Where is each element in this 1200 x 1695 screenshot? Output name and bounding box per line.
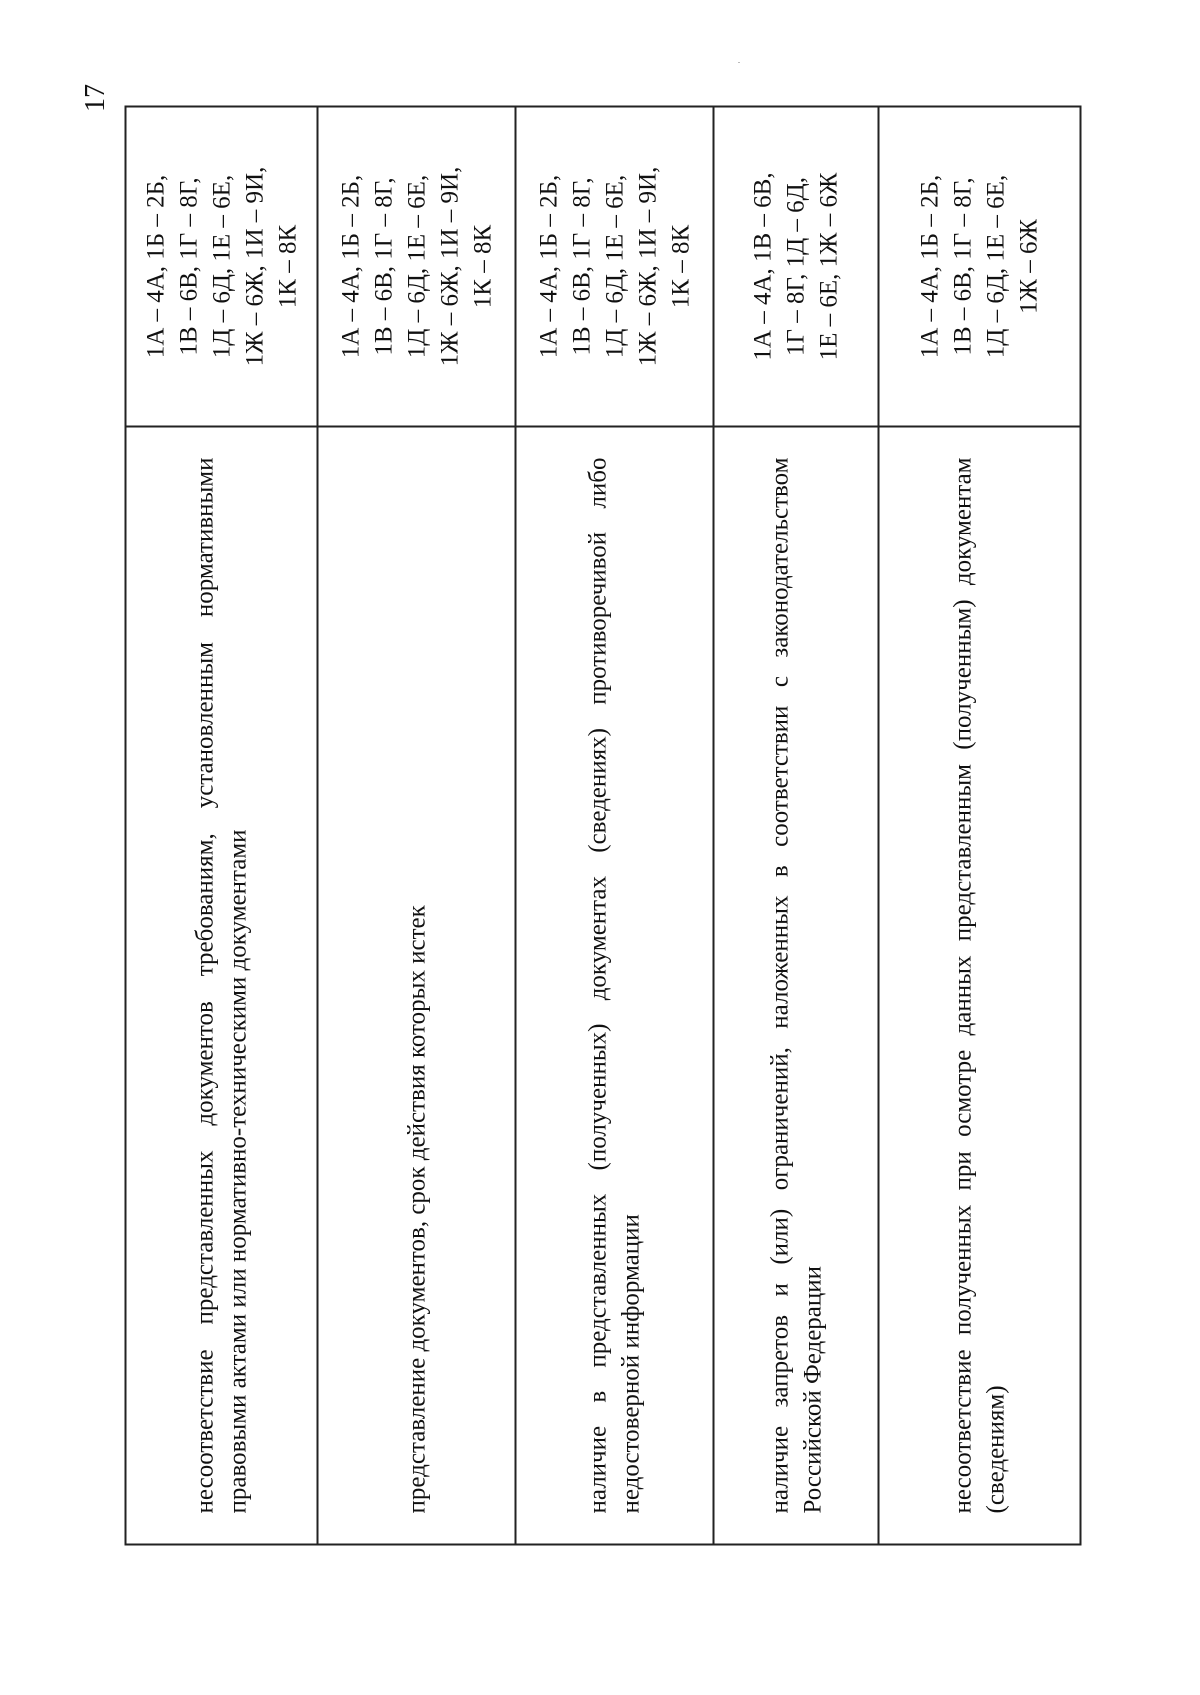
field-codes-line: 1Д – 6Д, 1Е – 6Е, xyxy=(207,174,235,358)
ground-description-cell xyxy=(125,426,317,1544)
field-codes-line: 1Д – 6Д, 1Е – 6Е, xyxy=(402,174,430,358)
field-codes-cell xyxy=(878,106,1080,426)
field-codes-line: 1Ж – 6Ж, 1И – 9И, xyxy=(240,166,268,366)
page-number: 17 xyxy=(80,84,111,112)
field-codes-cell xyxy=(515,106,713,426)
rotated-table-container xyxy=(124,107,1079,1545)
table-row xyxy=(515,106,713,1544)
table-row xyxy=(713,106,878,1544)
field-codes-line: 1Ж – 6Ж, 1И – 9И, xyxy=(633,166,661,366)
table-row xyxy=(125,106,317,1544)
field-codes-cell xyxy=(317,106,515,426)
field-codes-cell xyxy=(713,106,878,426)
grounds-table xyxy=(124,105,1081,1545)
ground-description-text: несоответствие полученных при осмотре данных представленным (полученным) документам (сведениям) xyxy=(949,457,1009,1513)
field-codes-line: 1Г – 8Г, 1Д – 6Д, xyxy=(782,176,809,356)
field-codes-line: 1А – 4А, 1Б – 2Б, xyxy=(141,174,169,358)
field-codes-line: 1В – 6В, 1Г – 8Г, xyxy=(369,176,397,356)
table-row xyxy=(878,106,1080,1544)
field-codes-line: 1К – 8К xyxy=(666,224,694,308)
field-codes-line: 1К – 8К xyxy=(273,224,301,308)
ground-description-text: наличие запретов и (или) ограничений, наложенных в соответствии с законодательством Российской Федерации xyxy=(765,457,826,1513)
field-codes-line: 1В – 6В, 1Г – 8Г, xyxy=(174,176,202,356)
field-codes-line: 1К – 8К xyxy=(468,224,496,308)
ground-description-cell xyxy=(317,426,515,1544)
field-codes-line: 1А – 4А, 1Б – 2Б, xyxy=(534,174,562,358)
field-codes-cell xyxy=(125,106,317,426)
ground-description-text: представление документов, срок действия которых истек xyxy=(402,904,430,1513)
field-codes-line: 1Д – 6Д, 1Е – 6Е, xyxy=(600,174,628,358)
field-codes-line: 1Ж – 6Ж, 1И – 9И, xyxy=(435,166,463,366)
table-body xyxy=(125,106,1080,1544)
field-codes-line: 1Д – 6Д, 1Е – 6Е, xyxy=(982,174,1009,358)
ground-description-text: несоответствие представленных документов требованиям, установленным нормативными правовыми актами или нормативно-техническими документами xyxy=(191,457,251,1513)
scan-speck xyxy=(738,62,740,63)
ground-description-text: наличие в представленных (полученных) документах (сведениях) противоречивой либо недостоверной информации xyxy=(584,457,644,1513)
field-codes-line: 1Е – 6Е, 1Ж – 6Ж xyxy=(815,172,842,360)
field-codes-line: 1В – 6В, 1Г – 8Г, xyxy=(949,176,976,356)
field-codes-line: 1А – 4А, 1В – 6В, xyxy=(749,171,776,361)
field-codes-line: 1А – 4А, 1Б – 2Б, xyxy=(336,174,364,358)
field-codes-line: 1А – 4А, 1Б – 2Б, xyxy=(916,174,943,358)
ground-description-cell xyxy=(878,426,1080,1544)
table-row xyxy=(317,106,515,1544)
ground-description-cell xyxy=(515,426,713,1544)
ground-description-cell xyxy=(713,426,878,1544)
field-codes-line: 1В – 6В, 1Г – 8Г, xyxy=(567,176,595,356)
field-codes-line: 1Ж – 6Ж xyxy=(1015,218,1042,314)
